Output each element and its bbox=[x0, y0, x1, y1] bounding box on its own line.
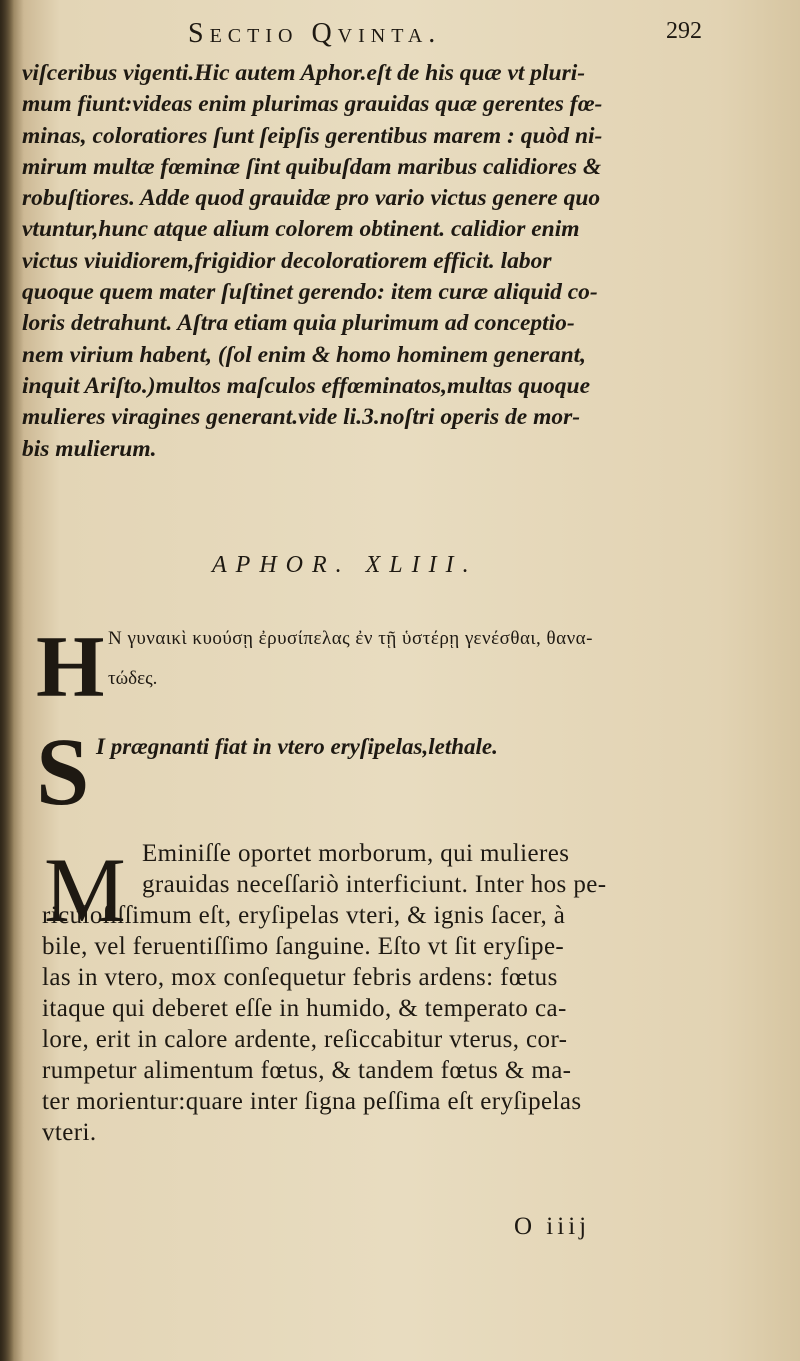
text-line: quoque quem mater ſuſtinet gerendo: item curæ aliquid co- bbox=[22, 279, 598, 306]
text-line: riculoſiſſimum eſt, eryſipelas vteri, & ignis ſacer, à bbox=[42, 902, 566, 929]
gutter-shadow bbox=[0, 0, 14, 1361]
text-line: nem virium habent, (ſol enim & homo hominem generant, bbox=[22, 341, 587, 368]
text-line: inquit Ariſto.)multos maſculos effœminatos,multas quoque bbox=[22, 372, 591, 399]
text-line: vtuntur,hunc atque alium colorem obtinent. calidior enim bbox=[22, 216, 580, 243]
greek-line: τώδες. bbox=[108, 668, 158, 689]
text-line: las in vtero, mox conſequetur febris ardens: fœtus bbox=[42, 964, 558, 991]
text-line: mulieres viragines generant.vide li.3.noſtri operis de mor- bbox=[22, 404, 581, 431]
text-line: ter morientur:quare inter ſigna peſſima eſt eryſipelas bbox=[42, 1088, 582, 1115]
text-line: grauidas neceſſariò interficiunt. Inter hos pe- bbox=[142, 871, 607, 898]
aphorism-heading: APHOR. XLIII. bbox=[212, 552, 478, 578]
drop-cap-initial: S bbox=[36, 718, 90, 825]
text-line: mum fiunt:videas enim plurimas grauidas quæ gerentes fœ- bbox=[22, 91, 603, 118]
drop-cap-initial: M bbox=[44, 839, 126, 941]
text-line: minas, coloratiores ſunt ſeipſis gerentibus marem : quòd ni- bbox=[22, 122, 603, 149]
commentary-continuation bbox=[22, 58, 722, 465]
greek-aphorism bbox=[36, 618, 756, 716]
text-line: victus viuidiorem,frigidior decoloratiorem efficit. labor bbox=[22, 247, 552, 274]
latin-aphorism-text: I prægnanti fiat in vtero eryſipelas,lethale. bbox=[96, 734, 498, 759]
signature-mark: O iiij bbox=[514, 1213, 591, 1240]
text-line: bile, vel feruentiſſimo ſanguine. Eſto vt ſit eryſipe- bbox=[42, 933, 565, 960]
text-line: vteri. bbox=[42, 1119, 97, 1146]
text-line: itaque qui deberet eſſe in humido, & temperato ca- bbox=[42, 995, 567, 1022]
text-line: robuſtiores. Adde quod grauidæ pro vario victus genere quo bbox=[22, 185, 601, 212]
text-line: lore, erit in calore ardente, reſiccabitur vterus, cor- bbox=[42, 1026, 568, 1053]
greek-line: Ν γυναικὶ κυούσῃ ἐρυσίπελας ἐν τῇ ὑστέρῃ γενέσθαι, θανα- bbox=[108, 628, 593, 649]
page-number: 292 bbox=[666, 18, 702, 44]
page-header bbox=[0, 14, 800, 54]
text-line: rumpetur alimentum fœtus, & tandem fœtus & ma- bbox=[42, 1057, 572, 1084]
latin-aphorism bbox=[36, 718, 756, 825]
running-head: Sectio Qvinta. bbox=[188, 18, 442, 49]
text-line: loris detrahunt. Aſtra etiam quia plurimum ad conceptio- bbox=[22, 310, 575, 337]
text-line: mirum multæ fœminæ ſint quibuſdam maribus calidiores & bbox=[22, 153, 602, 180]
commentary bbox=[36, 830, 756, 1190]
text-line: Eminiſſe oportet morborum, qui mulieres bbox=[142, 840, 570, 867]
text-line: viſceribus vigenti.Hic autem Aphor.eſt de his quæ vt pluri- bbox=[22, 60, 586, 86]
drop-cap-initial: H bbox=[36, 619, 105, 716]
text-line: bis mulierum. bbox=[22, 435, 157, 462]
